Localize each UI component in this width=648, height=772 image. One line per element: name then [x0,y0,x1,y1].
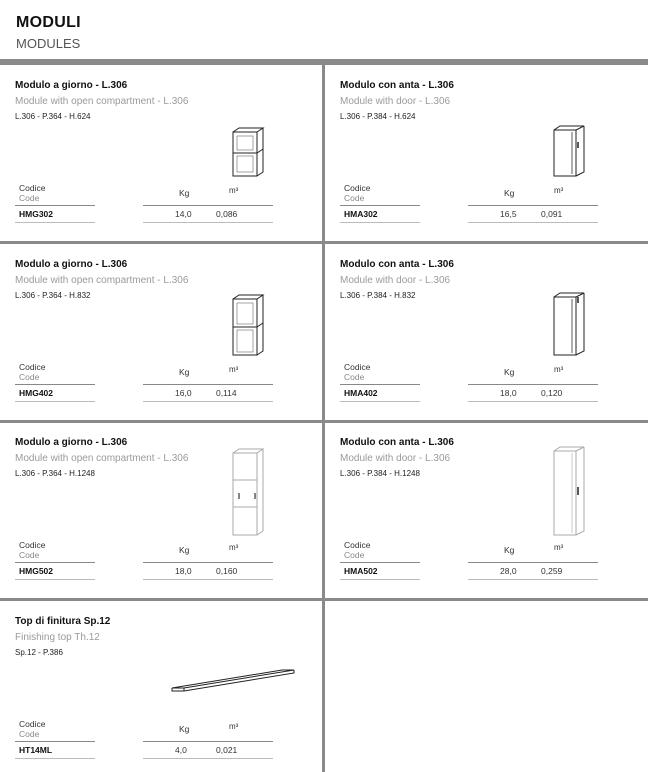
m3-header: m³ [554,543,564,552]
row-divider-3 [0,598,648,601]
values-header-rule [468,562,598,563]
code-row-rule [15,758,95,759]
module-code: HMA402 [344,388,378,398]
code-header-rule [340,205,420,206]
code-row-rule [340,579,420,580]
module-drawing [227,126,267,178]
module-card [340,437,648,587]
module-card [15,437,323,587]
module-title: Top di finitura Sp.12 [15,616,111,627]
module-drawing [550,124,590,178]
module-card [340,80,648,230]
module-code: HT14ML [19,745,53,755]
values-row-rule [143,222,273,223]
codice-label: Codice [344,362,371,372]
module-dimensions: L.306 - P.364 - H.832 [15,291,91,300]
values-header-rule [143,741,273,742]
values-header-rule [468,205,598,206]
kg-header: Kg [504,545,515,555]
code-label: Code [19,193,40,203]
module-title: Modulo a giorno - L.306 [15,80,128,91]
module-weight: 18,0 [500,388,517,398]
kg-header: Kg [179,545,190,555]
module-dimensions: L.306 - P.384 - H.832 [340,291,416,300]
values-header-rule [143,205,273,206]
module-title: Modulo con anta - L.306 [340,80,454,91]
code-label: Code [344,372,365,382]
module-code: HMG502 [19,566,54,576]
module-title: Modulo con anta - L.306 [340,437,454,448]
module-dimensions: L.306 - P.384 - H.624 [340,112,416,121]
module-subtitle: Module with door - L.306 [340,275,451,286]
values-row-rule [468,579,598,580]
module-dimensions: L.306 - P.384 - H.1248 [340,469,420,478]
code-row-rule [340,222,420,223]
kg-header: Kg [179,188,190,198]
codice-label: Codice [19,719,46,729]
page-title: MODULI [16,14,81,31]
module-volume: 0,114 [216,388,237,398]
codice-label: Codice [19,183,46,193]
module-drawing [170,666,298,696]
code-header-rule [15,562,95,563]
module-subtitle: Module with open compartment - L.306 [15,275,189,286]
module-volume: 0,259 [541,566,563,576]
code-label: Code [344,550,365,560]
m3-header: m³ [229,186,239,195]
module-title: Modulo a giorno - L.306 [15,259,128,270]
module-subtitle: Module with open compartment - L.306 [15,453,189,464]
code-header-rule [340,384,420,385]
module-volume: 0,086 [216,209,238,219]
kg-header: Kg [179,724,190,734]
module-drawing [227,293,267,357]
m3-header: m³ [229,365,239,374]
module-volume: 0,160 [216,566,238,576]
kg-header: Kg [179,367,190,377]
codice-label: Codice [344,183,371,193]
module-weight: 14,0 [175,209,192,219]
module-drawing [227,447,267,537]
module-volume: 0,091 [541,209,563,219]
values-row-rule [468,401,598,402]
module-dimensions: L.306 - P.364 - H.1248 [15,469,95,478]
codice-label: Codice [344,540,371,550]
row-divider-2 [0,420,648,423]
values-header-rule [468,384,598,385]
code-header-rule [15,384,95,385]
module-drawing [550,445,590,537]
module-subtitle: Module with door - L.306 [340,453,451,464]
module-code: HMG402 [19,388,54,398]
module-code: HMA502 [344,566,378,576]
module-weight: 18,0 [175,566,192,576]
code-label: Code [344,193,365,203]
module-subtitle: Module with door - L.306 [340,96,451,107]
values-header-rule [143,384,273,385]
kg-header: Kg [504,188,515,198]
module-title: Modulo a giorno - L.306 [15,437,128,448]
module-volume: 0,021 [216,745,238,755]
m3-header: m³ [229,543,239,552]
module-weight: 16,0 [175,388,192,398]
values-row-rule [468,222,598,223]
module-dimensions: Sp.12 - P.386 [15,648,63,657]
page-header [16,14,81,53]
module-title: Modulo con anta - L.306 [340,259,454,270]
codice-label: Codice [19,540,46,550]
module-card [340,259,648,409]
row-divider-1 [0,241,648,244]
code-header-rule [15,741,95,742]
module-drawing [550,291,590,357]
values-row-rule [143,758,273,759]
code-row-rule [15,222,95,223]
module-code: HMG302 [19,209,54,219]
kg-header: Kg [504,367,515,377]
module-subtitle: Finishing top Th.12 [15,632,100,643]
m3-header: m³ [229,722,239,731]
code-label: Code [19,729,40,739]
module-dimensions: L.306 - P.364 - H.624 [15,112,91,121]
module-card [15,80,323,230]
m3-header: m³ [554,365,564,374]
module-weight: 4,0 [175,745,187,755]
code-header-rule [340,562,420,563]
code-row-rule [15,401,95,402]
code-row-rule [340,401,420,402]
module-code: HMA302 [344,209,378,219]
module-weight: 28,0 [500,566,517,576]
code-row-rule [15,579,95,580]
m3-header: m³ [554,186,564,195]
module-card [15,259,323,409]
code-header-rule [15,205,95,206]
values-row-rule [143,579,273,580]
module-card [15,616,323,766]
module-volume: 0,120 [541,388,563,398]
code-label: Code [19,372,40,382]
module-weight: 16,5 [500,209,517,219]
page-subtitle: MODULES [16,36,81,51]
code-label: Code [19,550,40,560]
values-header-rule [143,562,273,563]
codice-label: Codice [19,362,46,372]
module-subtitle: Module with open compartment - L.306 [15,96,189,107]
values-row-rule [143,401,273,402]
